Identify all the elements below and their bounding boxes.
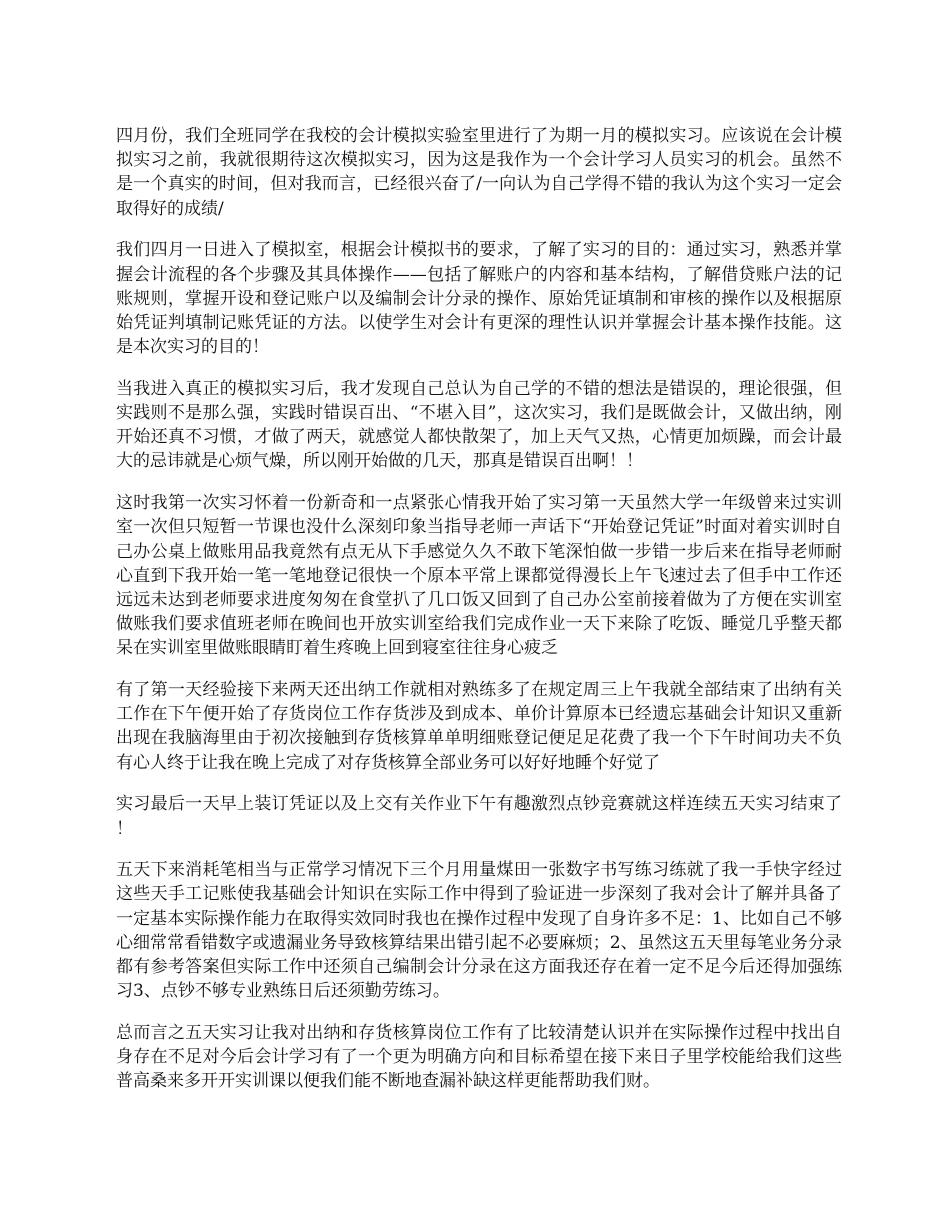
paragraph-1: 四月份，我们全班同学在我校的会计模拟实验室里进行了为期一月的模拟实习。应该说在会计模拟实习之前，我就很期待这次模拟实习，因为这是我作为一个会计学习人员实习的机会。虽然不是一个真实的时间，但对我而言，已经很兴奋了/一向认为自己学得不错的我认为这个实习一定会取得好的成绩/ [116,126,842,219]
paragraph-7: 五天下来消耗笔相当与正常学习情况下三个月用量煤田一张数字书写练习练就了我一手快字经过这些天手工记账使我基础会计知识在实际工作中得到了验证进一步深刻了我对会计了解并具备了一定基本实际操作能力在取得实效同时我也在操作过程中发现了自身许多不足：1、比如自己不够心细常常看错数字或遗漏业务导致核算结果出错引起不必要麻烦；2、虽然这五天里每笔业务分录都有参考答案但实际工作中还须自己编制会计分录在这方面我还存在着一定不足今后还得加强练习3、点钞不够专业熟练日后还须勤劳练习。 [116,860,842,1002]
paragraph-4: 这时我第一次实习怀着一份新奇和一点紧张心情我开始了实习第一天虽然大学一年级曾来过实训室一次但只短暂一节课也没什么深刻印象当指导老师一声话下“开始登记凭证”时面对着实训时自己办公桌上做账用品我竟然有点无从下手感觉久久不敢下笔深怕做一步错一步后来在指导老师耐心直到下我开始一笔一笔地登记很快一个原本平常上课都觉得漫长上午飞速过去了但手中工作还远远未达到老师要求进度匆匆在食堂扒了几口饭又回到了自己办公室前接着做为了方便在实训室做账我们要求值班老师在晚间也开放实训室给我们完成作业一天下来除了吃饭、睡觉几乎整天都呆在实训室里做账眼睛盯着生疼晚上回到寝室往往身心疲乏 [116,493,842,659]
paragraph-3: 当我进入真正的模拟实习后，我才发现自己总认为自己学的不错的想法是错误的，理论很强，但实践则不是那么强，实践时错误百出、“不堪入目”，这次实习，我们是既做会计，又做出纳，刚开始还真不习惯，才做了两天，就感觉人都快散架了，加上天气又热，心情更加烦躁，而会计最大的忌讳就是心烦气燥，所以刚开始做的几天，那真是错误百出啊！！ [116,378,842,472]
paragraph-2: 我们四月一日进入了模拟室，根据会计模拟书的要求，了解了实习的目的：通过实习，熟悉并掌握会计流程的各个步骤及其具体操作——包括了解账户的内容和基本结构，了解借贷账户法的记账规则，掌握开设和登记账户以及编制会计分录的操作、原始凭证填制和审核的操作以及根据原始凭证判填制记账凭证的方法。以使学生对会计有更深的理性认识并掌握会计基本操作技能。这是本次实习的目的！ [116,240,842,358]
document-body [116,124,842,1111]
paragraph-6: 实习最后一天早上装订凭证以及上交有关作业下午有趣激烈点钞竞赛就这样连续五天实习结束了！ [116,794,842,839]
paragraph-8: 总而言之五天实习让我对出纳和存货核算岗位工作有了比较清楚认识并在实际操作过程中找出自身存在不足对今后会计学习有了一个更为明确方向和目标希望在接下来日子里学校能给我们这些普高桑来多开开实训课以便我们能不断地查漏补缺这样更能帮助我们财。 [116,1023,842,1092]
paragraph-5: 有了第一天经验接下来两天还出纳工作就相对熟练多了在规定周三上午我就全部结束了出纳有关工作在下午便开始了存货岗位工作存货涉及到成本、单价计算原本已经遗忘基础会计知识又重新出现在我脑海里由于初次接触到存货核算单单明细账登记便足足花费了我一个下午时间功夫不负有心人终于让我在晚上完成了对存货核算全部业务可以好好地睡个好觉了 [116,680,842,773]
